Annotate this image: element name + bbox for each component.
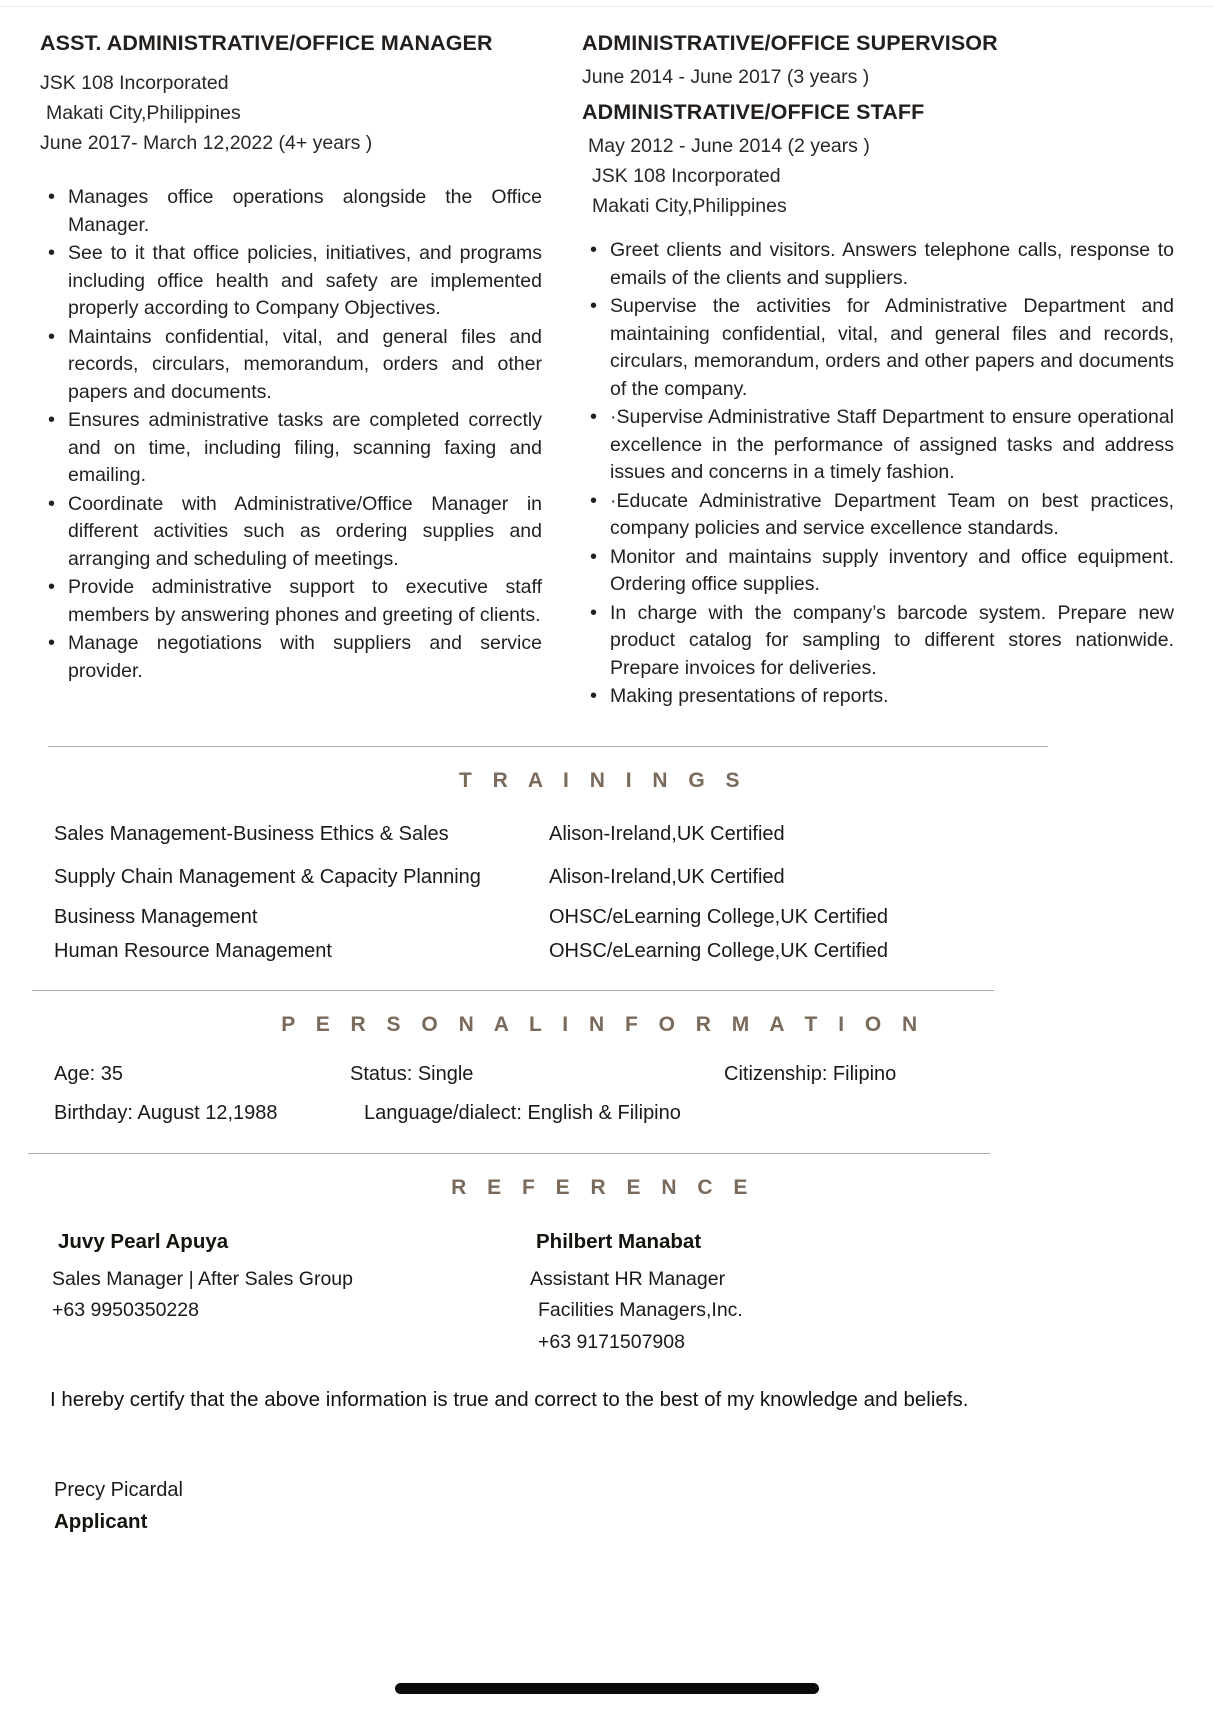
job-dates-supervisor: June 2014 - June 2017 (3 years ) — [582, 65, 870, 88]
list-item: • Coordinate with Administrative/Office Manager in different activities such as ordering supplies and arranging and scheduling of meetings. — [40, 491, 542, 573]
list-item: • Making presentations of reports. — [582, 683, 1174, 710]
job-title-staff: ADMINISTRATIVE/OFFICE STAFF — [582, 99, 925, 124]
job-title-left: ASST. ADMINISTRATIVE/OFFICE MANAGER — [40, 31, 493, 55]
home-indicator[interactable] — [395, 1683, 819, 1694]
training-name: Supply Chain Management & Capacity Planning — [54, 865, 481, 888]
list-item: • Supervise the activities for Administrative Department and maintaining confidential, vital, and general files and records, circulars, memorandum, orders and other papers and documents of the company. — [582, 293, 1174, 403]
training-name: Business Management — [54, 905, 258, 928]
reference-role: Assistant HR Manager — [530, 1267, 726, 1290]
job-location-left: Makati City,Philippines — [46, 101, 241, 124]
job-company-right: JSK 108 Incorporated — [592, 164, 781, 187]
table-row — [54, 821, 1174, 847]
divider-personal-information — [32, 990, 994, 991]
list-item: • ·Educate Administrative Department Team on best practices, company policies and service excellence standards. — [582, 488, 1174, 543]
list-item: • See to it that office policies, initiatives, and programs including office health and safety are implemented properly according to Company Objectives. — [40, 240, 542, 322]
duties-list-left — [40, 184, 542, 685]
personal-info-row — [54, 1063, 1174, 1086]
reference-name: Juvy Pearl Apuya — [58, 1229, 229, 1253]
reference-name: Philbert Manabat — [536, 1229, 702, 1253]
personal-citizenship: Citizenship: Filipino — [724, 1062, 897, 1085]
duties-list-right — [582, 237, 1174, 710]
applicant-name: Precy Picardal — [54, 1478, 183, 1501]
list-item: • Greet clients and visitors. Answers telephone calls, response to emails of the clients and suppliers. — [582, 237, 1174, 292]
list-item: • Ensures administrative tasks are completed correctly and on time, including filing, scanning faxing and emailing. — [40, 407, 542, 489]
personal-birthday: Birthday: August 12,1988 — [54, 1101, 278, 1124]
status-bar — [0, 0, 1214, 7]
divider-reference — [28, 1153, 990, 1154]
reference-card-1 — [52, 1230, 530, 1359]
personal-language: Language/dialect: English & Filipino — [364, 1101, 681, 1124]
job-dates-left: June 2017- March 12,2022 (4+ years ) — [40, 132, 373, 155]
job-title-supervisor: ADMINISTRATIVE/OFFICE SUPERVISOR — [582, 31, 998, 55]
list-item: • Manage negotiations with suppliers and service provider. — [40, 630, 542, 685]
reference-section — [0, 1230, 1214, 1359]
list-item: • Manages office operations alongside the Office Manager. — [40, 184, 542, 239]
training-certifier: OHSC/eLearning College,UK Certified — [549, 939, 889, 962]
reference-company: Facilities Managers,Inc. — [538, 1299, 743, 1322]
signature-block — [0, 1479, 1214, 1534]
section-heading-trainings: T R A I N I N G S — [458, 768, 748, 792]
list-item: • In charge with the company’s barcode system. Prepare new product catalog for sampling to different stores nationwide. Prepare invoices for deliveries. — [582, 600, 1174, 682]
table-row — [54, 864, 1174, 890]
training-certifier: Alison-Ireland,UK Certified — [549, 865, 785, 888]
personal-status: Status: Single — [350, 1062, 474, 1085]
job-company-left: JSK 108 Incorporated — [40, 71, 229, 94]
table-row — [54, 904, 1174, 930]
list-item: • Maintains confidential, vital, and general files and records, circulars, memorandum, orders and other papers and documents. — [40, 324, 542, 406]
personal-info-row — [54, 1102, 1174, 1125]
job-dates-staff: May 2012 - June 2014 (2 years ) — [588, 134, 870, 157]
list-item: • Provide administrative support to executive staff members by answering phones and greeting of clients. — [40, 574, 542, 629]
section-heading-reference: R E F E R E N C E — [451, 1175, 755, 1199]
training-name: Sales Management-Business Ethics & Sales — [54, 822, 449, 845]
reference-card-2 — [530, 1230, 1008, 1359]
spacer — [582, 92, 1174, 100]
reference-role: Sales Manager | After Sales Group — [52, 1267, 353, 1290]
applicant-label: Applicant — [54, 1509, 148, 1533]
trainings-section — [0, 821, 1214, 964]
experience-section — [0, 7, 1214, 712]
training-certifier: Alison-Ireland,UK Certified — [549, 822, 785, 845]
reference-phone: +63 9171507908 — [538, 1330, 685, 1353]
table-row — [54, 938, 1174, 964]
personal-age: Age: 35 — [54, 1062, 123, 1085]
certification-statement: I hereby certify that the above information is true and correct to the best of my knowledge and beliefs. — [50, 1388, 969, 1412]
divider-trainings — [48, 746, 1048, 747]
training-certifier: OHSC/eLearning College,UK Certified — [549, 905, 889, 928]
job-location-right: Makati City,Philippines — [592, 195, 787, 218]
personal-information-section — [0, 1063, 1214, 1125]
experience-column-left — [40, 31, 560, 712]
list-item: • Monitor and maintains supply inventory and office equipment. Ordering office supplies. — [582, 544, 1174, 599]
training-name: Human Resource Management — [54, 939, 332, 962]
reference-phone: +63 9950350228 — [52, 1299, 199, 1322]
list-item: • ·Supervise Administrative Staff Department to ensure operational excellence in the performance of assigned tasks and address issues and concerns in a timely fashion. — [582, 404, 1174, 486]
experience-column-right — [560, 31, 1174, 712]
section-heading-personal-information: P E R S O N A L I N F O R M A T I O N — [281, 1012, 925, 1036]
